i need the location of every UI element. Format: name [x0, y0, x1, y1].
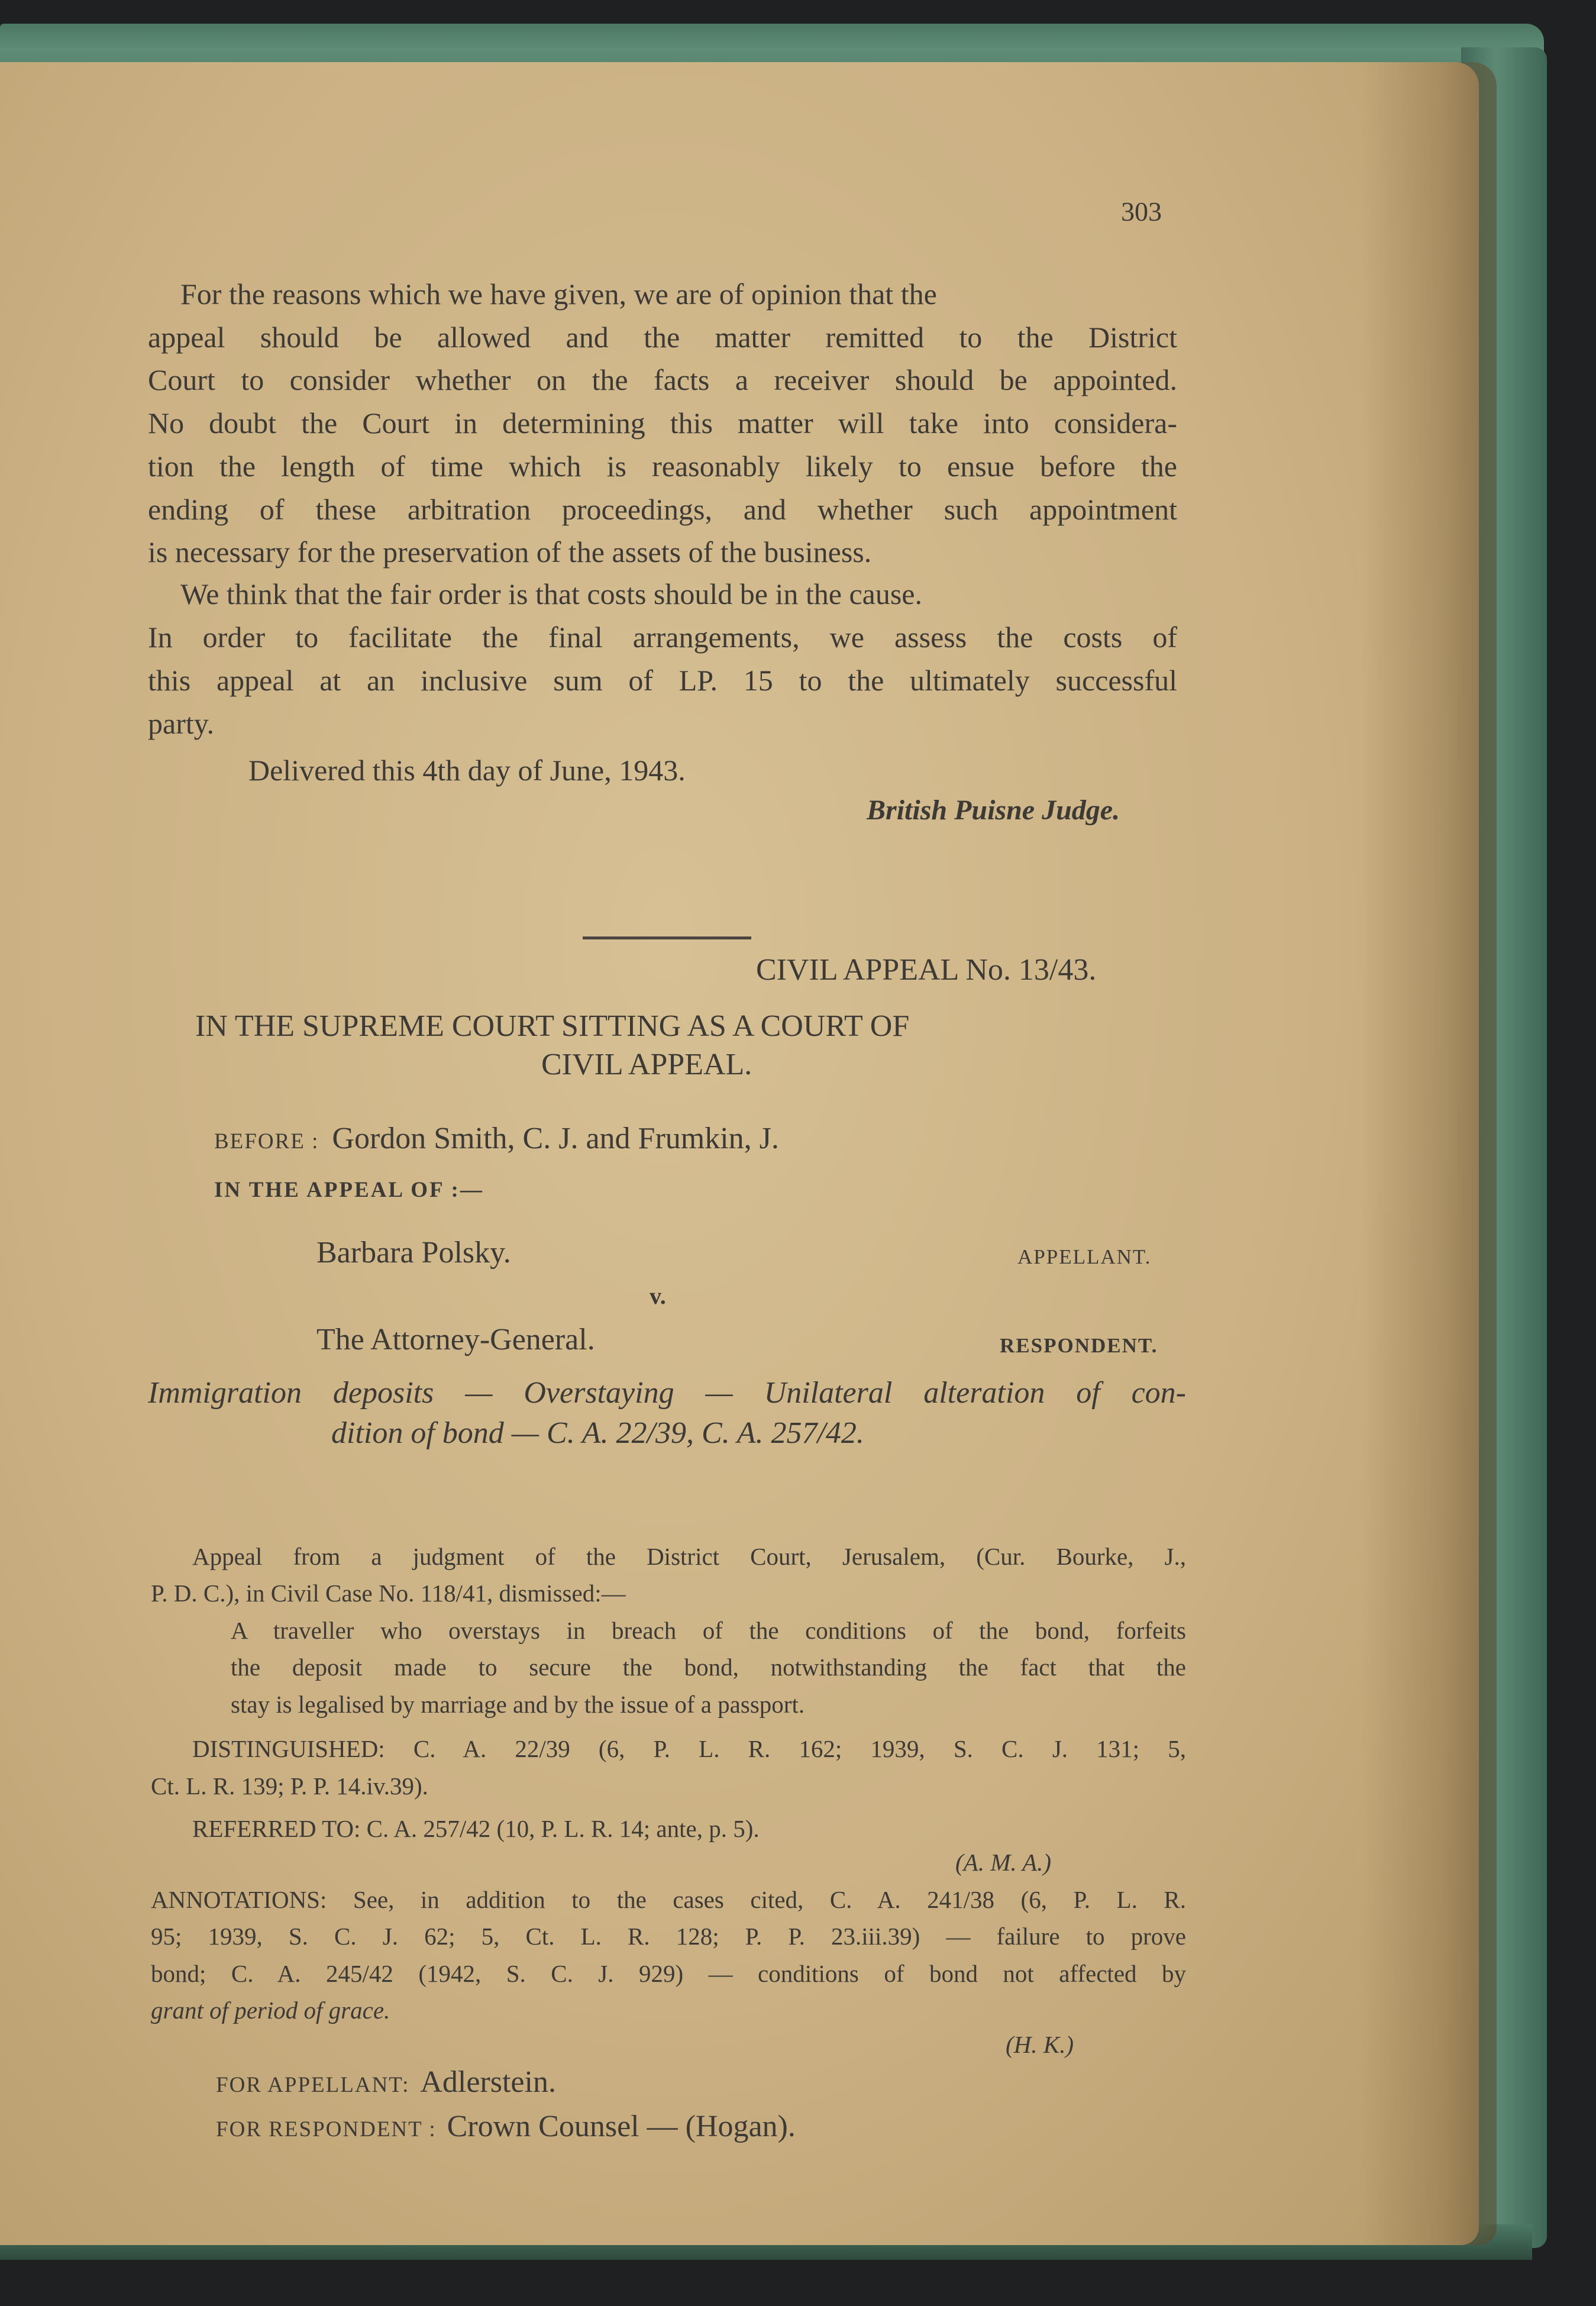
- text-line: No doubt the Court in determining this matter will take into considera-: [148, 406, 1177, 440]
- text-line: is necessary for the preservation of the assets of the business.: [148, 535, 872, 569]
- counsel-for-respondent: [216, 2112, 796, 2149]
- text-line: We think that the fair order is that costs should be in the cause.: [180, 577, 922, 611]
- catchwords-line-2: dition of bond — C. A. 22/39, C. A. 257/42.: [331, 1416, 864, 1450]
- book-page: [0, 62, 1479, 2245]
- editor-initials-1: (A. M. A.): [955, 1849, 1052, 1876]
- text-line: Court to consider whether on the facts a receiver should be appointed.: [148, 363, 1177, 396]
- appeal-number: CIVIL APPEAL No. 13/43.: [756, 953, 1097, 987]
- bench-line: [214, 1124, 779, 1161]
- text-line: For the reasons which we have given, we are of opinion that the: [180, 277, 937, 311]
- for-respondent-label: FOR RESPONDENT :: [216, 2117, 437, 2142]
- text-line: the deposit made to secure the bond, notwithstanding the fact that the: [231, 1653, 1186, 1681]
- section-divider: [583, 936, 751, 939]
- respondent-name: The Attorney-General.: [316, 1323, 595, 1357]
- text-line: bond; C. A. 245/42 (1942, S. C. J. 929) — conditions of bond not affected by: [151, 1960, 1186, 1987]
- text-line: appeal should be allowed and the matter remitted to the District: [148, 321, 1177, 354]
- before-label: BEFORE :: [214, 1129, 319, 1154]
- page-number: 303: [1121, 196, 1162, 227]
- editor-initials-2: (H. K.): [1006, 2031, 1074, 2058]
- distinguished-line-1: DISTINGUISHED: C. A. 22/39 (6, P. L. R. 162; 1939, S. C. J. 131; 5,: [192, 1735, 1186, 1762]
- appellant-label: APPELLANT.: [1017, 1245, 1152, 1268]
- text-line: Appeal from a judgment of the District Court, Jerusalem, (Cur. Bourke, J.,: [192, 1543, 1186, 1570]
- text-line: ending of these arbitration proceedings, and whether such appointment: [148, 493, 1177, 526]
- court-title-line-2: CIVIL APPEAL.: [541, 1048, 752, 1081]
- text-line: P. D. C.), in Civil Case No. 118/41, dismissed:—: [151, 1580, 626, 1607]
- court-title-line-1: IN THE SUPREME COURT SITTING AS A COURT OF: [195, 1009, 910, 1043]
- text-line: ANNOTATIONS: See, in addition to the cases cited, C. A. 241/38 (6, P. L. R.: [151, 1886, 1186, 1913]
- bench-judges: Gordon Smith, C. J. and Frumkin, J.: [332, 1122, 779, 1155]
- text-line: this appeal at an inclusive sum of LP. 15 to the ultimately successful: [148, 664, 1177, 697]
- text-line: tion the length of time which is reasonably likely to ensue before the: [148, 450, 1177, 483]
- text-line: grant of period of grace.: [151, 1997, 390, 2024]
- text-line: In order to facilitate the final arrangements, we assess the costs of: [148, 621, 1177, 654]
- delivery-date: Delivered this 4th day of June, 1943.: [248, 754, 686, 787]
- respondent-label: RESPONDENT.: [1000, 1334, 1158, 1357]
- catchwords-line-1: Immigration deposits — Overstaying — Unilateral alteration of con-: [148, 1376, 1186, 1410]
- judge-signature: British Puisne Judge.: [867, 794, 1120, 826]
- text-line: 95; 1939, S. C. J. 62; 5, Ct. L. R. 128; P. P. 23.iii.39) — failure to prove: [151, 1923, 1186, 1950]
- in-appeal-of-label: IN THE APPEAL OF :—: [214, 1178, 484, 1202]
- for-appellant-label: FOR APPELLANT:: [216, 2073, 410, 2097]
- referred-to: REFERRED TO: C. A. 257/42 (10, P. L. R. 14; ante, p. 5).: [192, 1815, 760, 1842]
- appellant-name: Barbara Polsky.: [316, 1236, 511, 1270]
- text-line: A traveller who overstays in breach of the conditions of the bond, forfeits: [231, 1617, 1186, 1644]
- distinguished-line-2: Ct. L. R. 139; P. P. 14.iv.39).: [151, 1772, 428, 1800]
- text-line: party.: [148, 707, 214, 740]
- respondent-counsel: Crown Counsel — (Hogan).: [447, 2110, 796, 2143]
- text-line: stay is legalised by marriage and by the issue of a passport.: [231, 1691, 805, 1718]
- versus: v.: [650, 1283, 666, 1309]
- appellant-counsel: Adlerstein.: [420, 2065, 556, 2099]
- counsel-for-appellant: [216, 2065, 556, 2105]
